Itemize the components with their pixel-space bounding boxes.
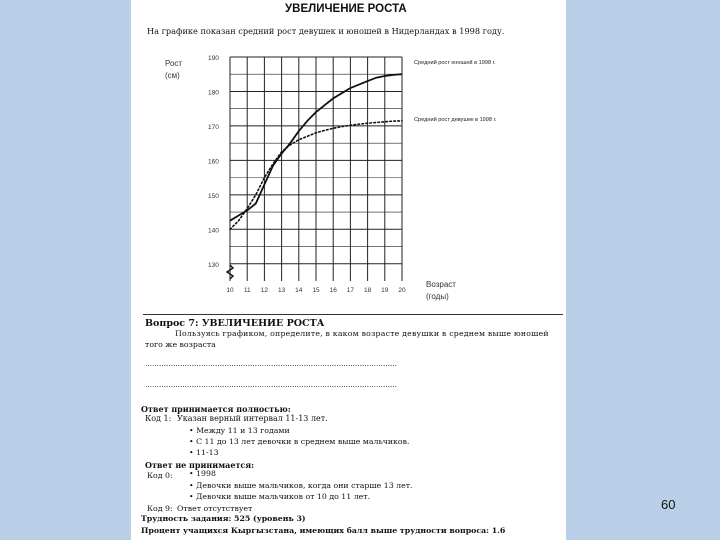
page-sheet: [131, 0, 566, 540]
page-number: 60: [661, 497, 676, 512]
x-tick-label: 16: [329, 287, 337, 294]
intro-text: На графике показан средний рост девушек и юношей в Нидерландах в 1998 году.: [147, 26, 505, 36]
code-9-text: Ответ отсутствует: [177, 504, 253, 513]
x-tick-label: 10: [226, 287, 234, 294]
question-line-1: Пользуясь графиком, определите, в каком возрасте девушки в среднем выше юношей: [175, 329, 549, 338]
y-axis-title: Рост: [165, 59, 183, 68]
question-line-2: того же возраста: [145, 340, 216, 349]
y-tick-label: 190: [208, 55, 219, 62]
bullet-full-1: • Между 11 и 13 годами: [189, 426, 290, 435]
bullet-full-3-text: 11-13: [196, 448, 219, 457]
x-tick-label: 15: [312, 287, 320, 294]
girls-series-label: Средний рост девушек в 1998 г.: [414, 116, 497, 123]
answer-line-1[interactable]: ………………………………………………………………………………………………: [145, 360, 397, 368]
boys-series-label: Средний рост юношей в 1998 г.: [414, 60, 496, 67]
x-tick-label: 12: [260, 287, 269, 294]
x-tick-label: 19: [381, 287, 389, 294]
y-tick-label: 160: [208, 158, 219, 166]
x-tick-label: 20: [398, 287, 406, 294]
bullet-none-1-text: 1998: [196, 469, 216, 478]
bullet-full-1-text: Между 11 и 13 годами: [196, 426, 290, 435]
full-credit-title: Ответ принимается полностью:: [141, 404, 291, 414]
height-chart: [131, 0, 566, 315]
code-0-label: Код 0:: [147, 471, 173, 480]
question-title: Вопрос 7: УВЕЛИЧЕНИЕ РОСТА: [145, 318, 325, 329]
x-tick-label: 17: [346, 287, 355, 294]
answer-line-2[interactable]: ………………………………………………………………………………………………: [145, 381, 397, 389]
percent-text: Процент учащихся Кыргызстана, имеющих балл выше трудности вопроса: 1.6: [141, 526, 506, 535]
bullet-none-3: • Девочки выше мальчиков от 10 до 11 лет.: [189, 492, 371, 501]
bullet-none-1: • 1998: [189, 469, 216, 478]
code-1-text: Указан верный интервал 11-13 лет.: [177, 414, 328, 423]
x-axis-unit: (годы): [426, 292, 449, 301]
x-axis-title: Возраст: [426, 280, 456, 289]
y-tick-label: 180: [208, 89, 219, 97]
x-tick-label: 13: [277, 287, 286, 294]
y-tick-label: 150: [208, 192, 219, 200]
section-divider: [143, 314, 563, 315]
y-tick-label: 130: [208, 261, 219, 269]
bullet-none-2-text: Девочки выше мальчиков, когда они старше 13 лет.: [196, 481, 413, 490]
x-tick-label: 18: [363, 287, 372, 294]
bullet-full-3: • 11-13: [189, 448, 219, 457]
bullet-full-2-text: С 11 до 13 лет девочки в среднем выше мальчиков.: [196, 437, 410, 446]
bullet-none-3-text: Девочки выше мальчиков от 10 до 11 лет.: [196, 492, 371, 501]
no-credit-title: Ответ не принимается:: [145, 460, 255, 470]
bullet-none-2: • Девочки выше мальчиков, когда они старше 13 лет.: [189, 481, 413, 490]
y-tick-label: 140: [208, 227, 219, 235]
x-tick-label: 11: [243, 287, 251, 294]
code-9-label: Код 9:: [147, 504, 173, 513]
x-tick-label: 14: [295, 287, 303, 294]
y-tick-label: 170: [208, 123, 219, 131]
code-1-label: Код 1:: [145, 414, 172, 423]
page-title: УВЕЛИЧЕНИЕ РОСТА: [285, 3, 407, 15]
bullet-full-2: • С 11 до 13 лет девочки в среднем выше мальчиков.: [189, 437, 410, 446]
difficulty-text: Трудность задания: 525 (уровень 3): [141, 514, 306, 523]
y-axis-unit: (см): [165, 71, 180, 80]
